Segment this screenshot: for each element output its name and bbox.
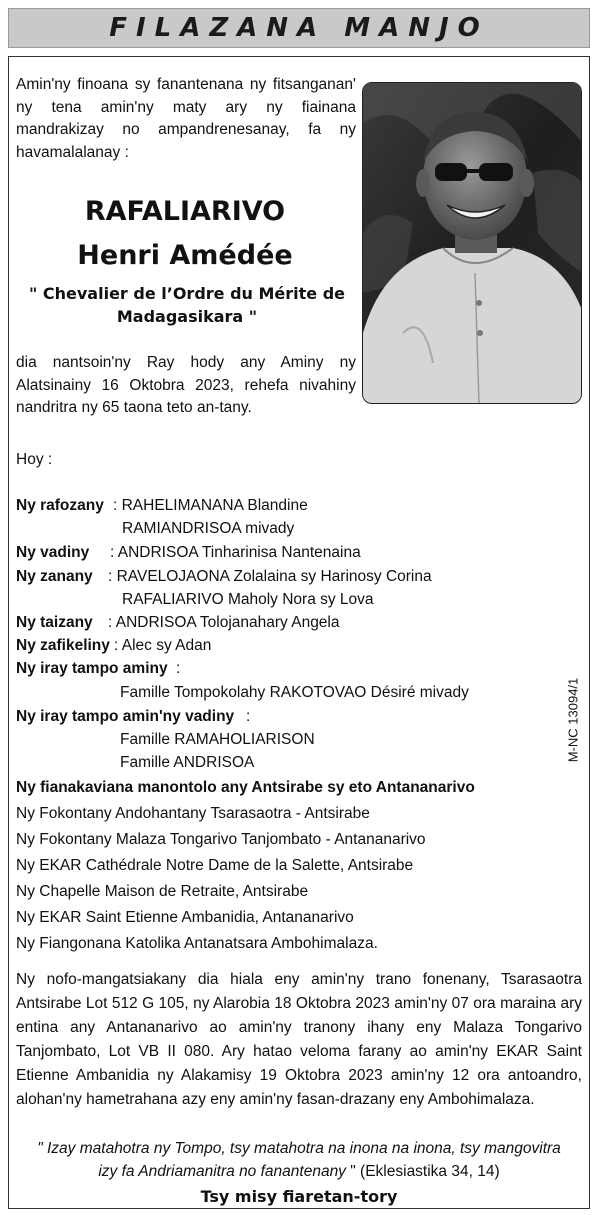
zanany-entry-2: RAFALIARIVO Maholy Nora sy Lova: [122, 591, 374, 608]
tampo-vadiny-entry-2: Famille ANDRISOA: [120, 754, 255, 771]
tampo-vadiny-entry-1: Famille RAMAHOLIARISON: [120, 731, 315, 748]
scripture-quote: [16, 1137, 582, 1183]
community-heading: Ny fianakaviana manontolo any Antsirabe sy eto Antananarivo: [16, 779, 475, 796]
community-item: Ny Fokontany Andohantany Tsarasaotra - Antsirabe: [16, 805, 370, 822]
zafikeliny-label: Ny zafikeliny: [16, 637, 110, 654]
quote-reference: " (Eklesiastika 34, 14): [350, 1163, 500, 1180]
death-notice: dia nantsoin'ny Ray hody any Aminy ny Alatsinainy 16 Oktobra 2023, rehefa nivahiny nandritra ny 65 taona teto an-tany.: [16, 354, 356, 416]
zanany-label: Ny zanany: [16, 568, 93, 585]
portrait-photo: [362, 82, 582, 404]
taizany-label: Ny taizany: [16, 614, 93, 631]
zafikeliny-entry-1: : Alec sy Adan: [114, 637, 212, 654]
honorific-title-line1: " Chevalier de l’Ordre du Mérite de: [28, 284, 346, 303]
vadiny-label: Ny vadiny: [16, 544, 90, 561]
vadiny-entry-1: : ANDRISOA Tinharinisa Nantenaina: [110, 544, 361, 561]
tampo-aminy-entry-1: Famille Tompokolahy RAKOTOVAO Désiré mivady: [120, 684, 469, 701]
header-title: FILAZANA MANJO: [109, 13, 489, 43]
header-banner: [8, 8, 590, 48]
hoy-label: Hoy :: [16, 451, 53, 468]
tampo-vadiny-label: Ny iray tampo amin'ny vadiny: [16, 708, 235, 725]
honorific-title: [14, 282, 360, 328]
funeral-arrangements: Ny nofo-mangatsiakany dia hiala eny amin'ny trano fonenany, Tsarasaotra Antsirabe Lot 512 G 105, ny Alarobia 18 Oktobra 2023 amin'ny 07 ora maraina ary entina any Antananarivo ao amin'ny tranony ihany eny Malaza Tongarivo Tanjombato, Lot VB II 080. Ary hatao veloma farany ao amin'ny EKAR Saint Etienne Ambanidia ny Alakamisy 19 Oktobra 2023 amin'ny 12 ora antoandro, alohan'ny hametrahana azy eny amin'ny fasan-drazany eny Ambohimalaza.: [16, 971, 582, 1108]
deceased-given-names: Henri Amédée: [77, 240, 293, 271]
tampo-aminy-colon: :: [176, 660, 181, 677]
taizany-entry-1: : ANDRISOA Tolojanahary Angela: [108, 614, 340, 631]
intro-paragraph: Amin'ny finoana sy fanantenana ny fitsanganan' ny tena amin'ny maty ary ny fiainana mandrakizay no ampandrenesanay, fa ny havamalalanay :: [16, 76, 356, 161]
rafozany-entry-1: : RAHELIMANANA Blandine: [113, 497, 308, 514]
closing-line: Tsy misy fiaretan-tory: [200, 1187, 398, 1206]
community-item: Ny EKAR Cathédrale Notre Dame de la Salette, Antsirabe: [16, 857, 414, 874]
community-item: Ny Chapelle Maison de Retraite, Antsirabe: [16, 883, 309, 900]
quote-line1: " Izay matahotra ny Tompo, tsy matahotra na inona na inona, tsy mangovitra: [37, 1140, 561, 1157]
community-item: Ny EKAR Saint Etienne Ambanidia, Antananarivo: [16, 909, 354, 926]
rafozany-label: Ny rafozany: [16, 497, 104, 514]
tampo-aminy-label: Ny iray tampo aminy: [16, 660, 168, 677]
deceased-surname: RAFALIARIVO: [84, 196, 286, 227]
tampo-vadiny-colon: :: [246, 708, 251, 725]
reference-code: M-NC 13094/1: [565, 677, 581, 763]
zanany-entry-1: : RAVELOJAONA Zolalaina sy Harinosy Corina: [108, 568, 432, 585]
portrait-image: [363, 83, 582, 404]
quote-line2: izy fa Andriamanitra no fanantenany: [98, 1163, 346, 1180]
community-item: Ny Fiangonana Katolika Antanatsara Ambohimalaza.: [16, 935, 378, 952]
community-item: Ny Fokontany Malaza Tongarivo Tanjombato - Antananarivo: [16, 831, 426, 848]
honorific-title-line2: Madagasikara ": [116, 307, 258, 326]
rafozany-entry-2: RAMIANDRISOA mivady: [122, 520, 295, 537]
